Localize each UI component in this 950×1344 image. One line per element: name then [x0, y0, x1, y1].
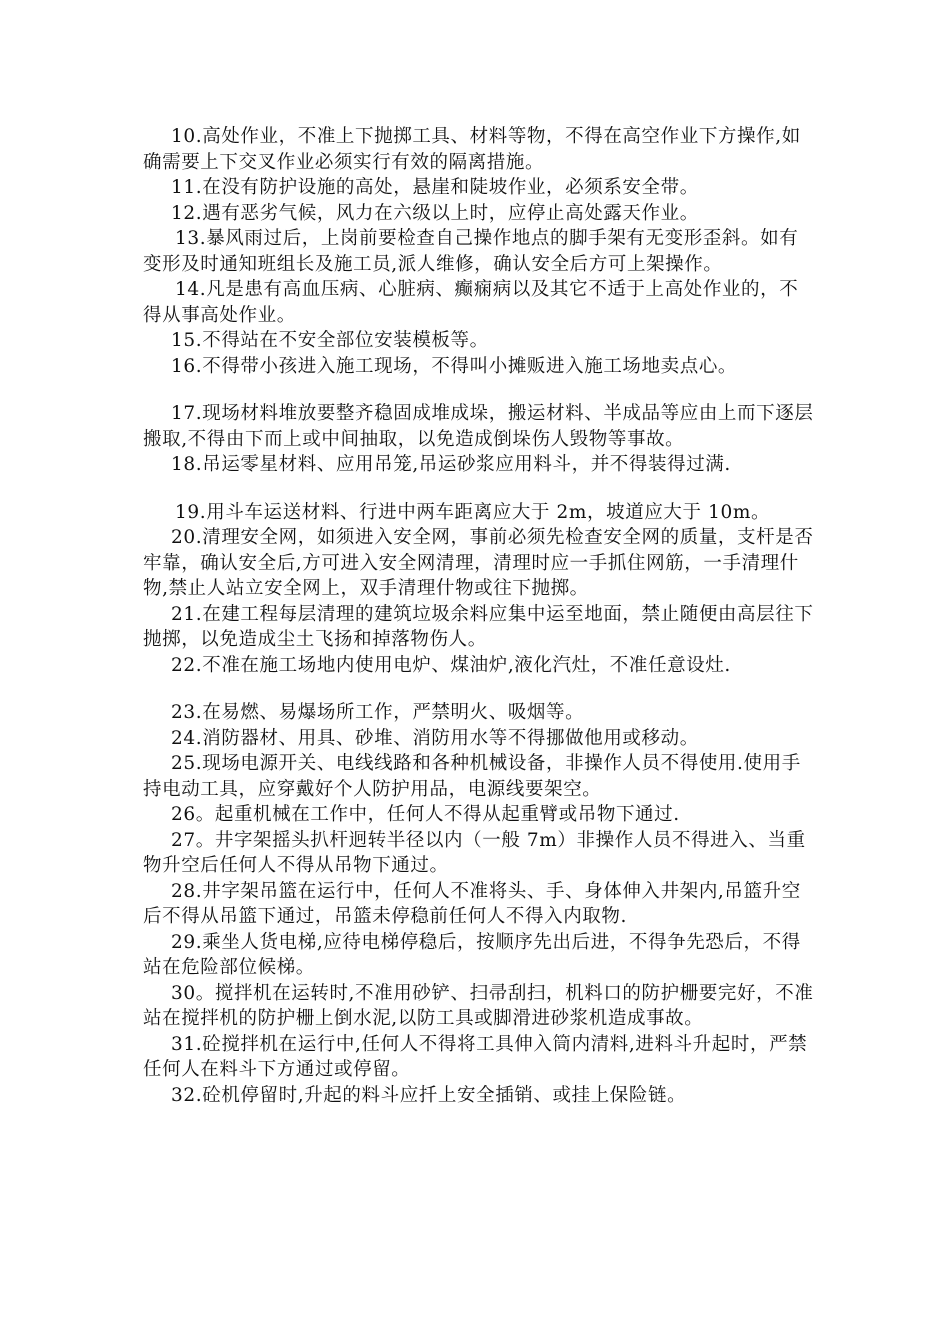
paragraph-12: 12.遇有恶劣气候，风力在六级以上时，应停止高处露天作业。	[171, 202, 699, 224]
paragraph-29: 29.乘坐人货电梯,应待电梯停稳后，按顺序先出后进，不得争先恐后，不得站在危险部位候梯。	[143, 931, 801, 978]
paragraph-13: 13.暴风雨过后，上岗前要检查自己操作地点的脚手架有无变形歪斜。如有变形及时通知班组长及施工员,派人维修，确认安全后方可上架操作。	[143, 228, 799, 275]
paragraph-25: 25.现场电源开关、电线线路和各种机械设备，非操作人员不得使用.使用手持电动工具，应穿戴好个人防护用品，电源线要架空。	[143, 753, 801, 800]
paragraph-26: 26。起重机械在工作中，任何人不得从起重臂或吊物下通过.	[171, 804, 680, 825]
paragraph-27: 27。井字架摇头扒杆迥转半径以内（一般 7m）非操作人员不得进入、当重物升空后任何人不得从吊物下通过。	[143, 829, 806, 876]
paragraph-31: 31.砼搅拌机在运行中,任何人不得将工具伸入筒内清料,进料斗升起时，严禁任何人在料斗下方通过或停留。	[143, 1033, 808, 1080]
paragraph-22: 22.不准在施工场地内使用电炉、煤油炉,液化汽灶，不准任意设灶.	[171, 654, 731, 676]
paragraph-24: 24.消防器材、用具、砂堆、消防用水等不得挪做他用或移动。	[171, 727, 699, 749]
document-body	[143, 124, 815, 1108]
paragraph-19: 19.用斗车运送材料、行进中两车距离应大于 2m，坡道应大于 10m。	[175, 501, 771, 523]
paragraph-10: 10.高处作业，不准上下抛掷工具、材料等物，不得在高空作业下方操作,如确需要上下交叉作业必须实行有效的隔离措施。	[143, 126, 801, 173]
paragraph-21: 21.在建工程每层清理的建筑垃圾余料应集中运至地面，禁止随便由高层往下抛掷，以免造成尘土飞扬和掉落物伤人。	[143, 603, 814, 650]
paragraph-23: 23.在易燃、易爆场所工作，严禁明火、吸烟等。	[171, 702, 585, 723]
paragraph-17: 17.现场材料堆放要整齐稳固成堆成垛，搬运材料、半成品等应由上而下逐层搬取,不得由下而上或中间抽取，以免造成倒垛伤人毁物等事故。	[143, 403, 814, 450]
paragraph-30: 30。搅拌机在运转时,不准用砂铲、扫帚刮扫，机料口的防护栅要完好，不准站在搅拌机的防护栅上倒水泥,以防工具或脚滑进砂浆机造成事故。	[143, 982, 814, 1029]
paragraph-20: 20.清理安全网，如须进入安全网，事前必须先检查安全网的质量，支杆是否牢靠，确认安全后,方可进入安全网清理，清理时应一手抓住网筋，一手清理什物,禁止人站立安全网上，双手清理什物或往下抛掷。	[143, 527, 814, 599]
paragraph-11: 11.在没有防护设施的高处，悬崖和陡坡作业，必须系安全带。	[171, 177, 699, 198]
paragraph-32: 32.砼机停留时,升起的料斗应扦上安全插销、或挂上保险链。	[171, 1084, 687, 1106]
paragraph-28: 28.井字架吊篮在运行中，任何人不准将头、手、身体伸入井架内,吊篮升空后不得从吊篮下通过，吊篮未停稳前任何人不得入内取物.	[143, 880, 801, 927]
paragraph-18: 18.吊运零星材料、应用吊笼,吊运砂浆应用料斗，并不得装得过满.	[171, 454, 731, 475]
paragraph-14: 14.凡是患有高血压病、心脏病、癫痫病以及其它不适于上高处作业的，不得从事高处作业。	[143, 279, 799, 326]
paragraph-15: 15.不得站在不安全部位安装模板等。	[171, 330, 489, 351]
paragraph-16: 16.不得带小孩进入施工现场，不得叫小摊贩进入施工场地卖点心。	[171, 355, 738, 377]
